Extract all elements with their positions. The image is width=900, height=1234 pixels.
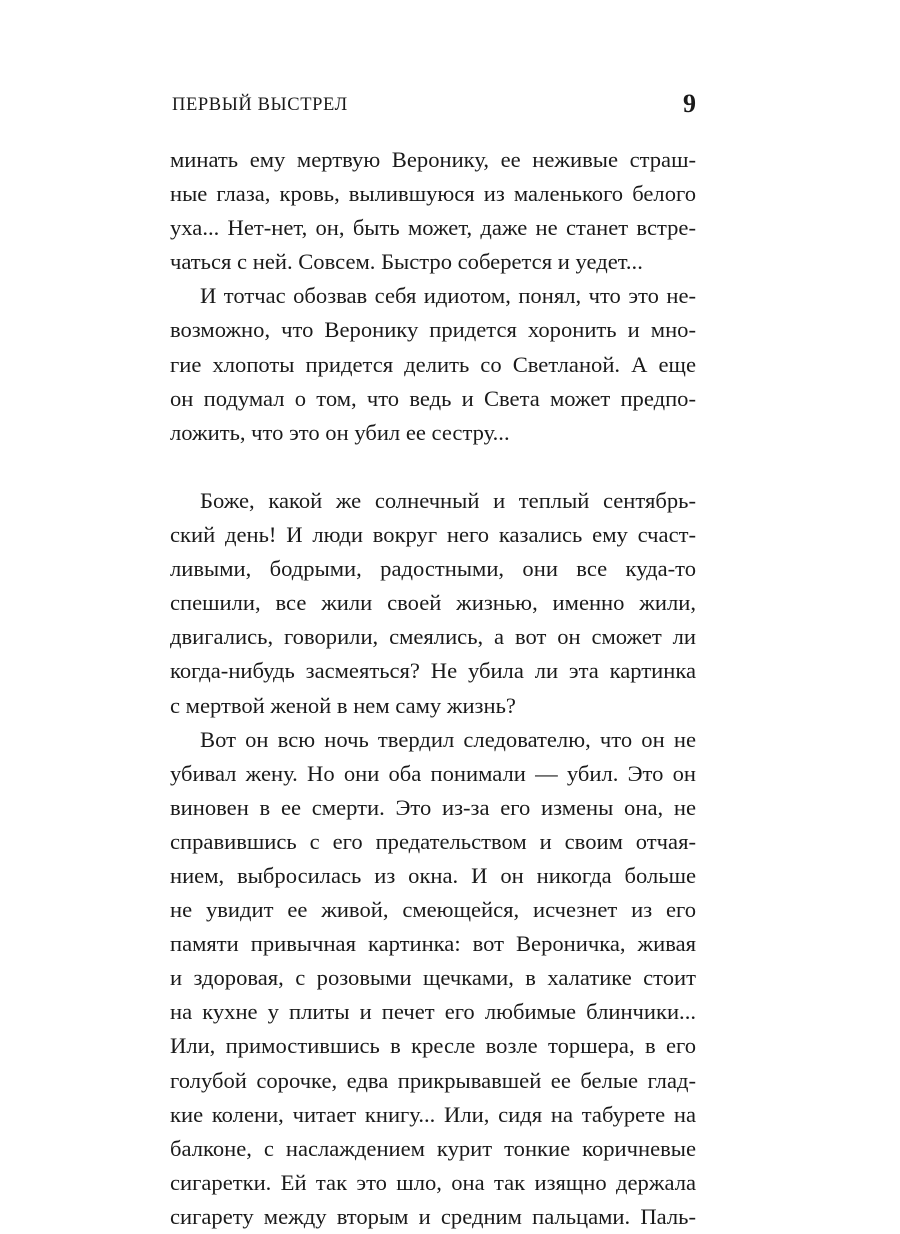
text-line: голубой сорочке, едва прикрывавшей ее белые глад- [170,1067,696,1093]
text-line: ложить, что это он убил ее сестру... [170,419,510,445]
text-line: Вот он всю ночь твердил следователю, что он не [200,726,696,752]
text-line: балконе, с наслаждением курит тонкие коричневые [170,1135,696,1161]
text-line: с мертвой женой в нем саму жизнь? [170,692,516,718]
text-line: он подумал о том, что ведь и Света может предпо- [170,385,696,411]
text-line: гие хлопоты придется делить со Светланой. А еще [170,351,696,377]
text-line: не увидит ее живой, смеющейся, исчезнет из его [170,897,696,923]
running-title: ПЕРВЫЙ ВЫСТРЕЛ [172,95,348,115]
text-line: возможно, что Веронику придется хоронить и мно- [170,317,696,343]
text-line: ливыми, бодрыми, радостными, они все куда-то [170,556,696,582]
text-line: двигались, говорили, смеялись, а вот он сможет ли [170,624,696,650]
text-line: когда-нибудь засмеяться? Не убила ли эта картинка [170,658,696,684]
running-head [170,90,696,120]
text-line: сигаретки. Ей так это шло, она так изящно держала [170,1169,696,1195]
text-line: кие колени, читает книгу... Или, сидя на табурете на [170,1101,696,1127]
text-line: справившись с его предательством и своим отчая- [170,828,696,854]
text-line: сигарету между вторым и средним пальцами. Паль- [170,1203,696,1229]
text-line: Или, примостившись в кресле возле торшера, в его [170,1033,696,1059]
page-number: 9 [683,89,696,118]
text-line: памяти привычная картинка: вот Вероничка, живая [170,931,696,957]
text-line: виновен в ее смерти. Это из-за его измены она, не [170,794,696,820]
text-line: чаться с ней. Совсем. Быстро соберется и уедет... [170,249,643,275]
text-line: минать ему мертвую Веронику, ее неживые страш- [170,147,696,172]
book-page [170,0,696,1229]
text-line: убивал жену. Но они оба понимали — убил. Это он [170,760,696,786]
section-break [170,450,696,484]
text-line: ский день! И люди вокруг него казались ему счаст- [170,522,696,548]
text-line: спешили, все жили своей жизнью, именно жили, [170,590,696,616]
text-line: и здоровая, с розовыми щечками, в халатике стоит [170,965,696,991]
text-line: И тотчас обозвав себя идиотом, понял, что это не- [200,283,696,309]
body-text [170,143,696,1234]
text-line: нием, выбросилась из окна. И он никогда больше [170,862,696,888]
text-line: уха... Нет-нет, он, быть может, даже не станет встре- [170,215,696,241]
text-line: на кухне у плиты и печет его любимые блинчики... [170,999,696,1025]
text-line: Боже, какой же солнечный и теплый сентябрь- [200,487,696,513]
text-line: ные глаза, кровь, вылившуюся из маленького белого [170,181,696,207]
